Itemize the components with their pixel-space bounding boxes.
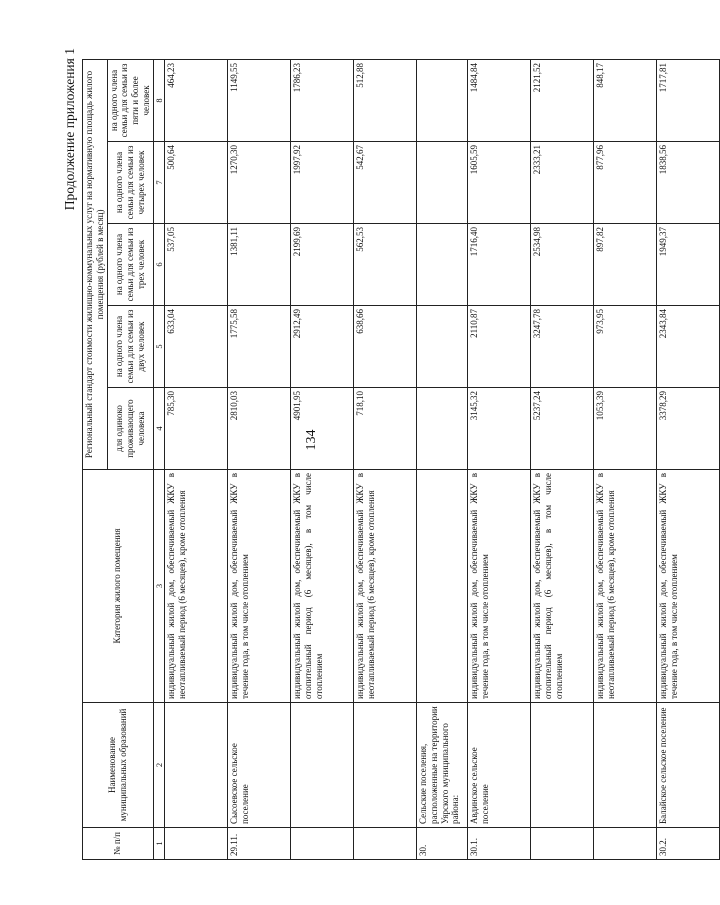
housing-category: индивидуальный жилой дом, обеспечиваемый ЖКУ в отопительный период (6 месяцев), в том числе отоплением <box>290 470 353 703</box>
row-number: 30.1. <box>467 828 530 860</box>
rate-value: 562,53 <box>353 224 416 306</box>
column-index: 2 <box>153 703 164 828</box>
column-index-row <box>153 59 164 859</box>
rate-value: 512,88 <box>353 59 416 141</box>
rate-value: 2121,52 <box>530 59 593 141</box>
rotated-page <box>60 40 679 860</box>
municipality-name: Балайское сельское поселение <box>656 703 719 828</box>
table-row <box>593 59 656 859</box>
header-sub-4: на одного члена семьи для семьи из четырех человек <box>107 142 153 224</box>
row-number: 30.2. <box>656 828 719 860</box>
rate-value: 2199,69 <box>290 224 353 306</box>
tariff-table <box>82 59 720 860</box>
table-row <box>353 59 416 859</box>
table-row <box>290 59 353 859</box>
rate-value: 1053,39 <box>593 388 656 470</box>
rate-value: 3145,32 <box>467 388 530 470</box>
rate-value: 638,66 <box>353 306 416 388</box>
rate-value: 5237,24 <box>530 388 593 470</box>
rate-value <box>416 142 467 224</box>
rate-value: 1149,55 <box>227 59 290 141</box>
header-sub-3: на одного члена семьи для семьи из трех человек <box>107 224 153 306</box>
row-number <box>164 828 227 860</box>
municipality-name <box>593 703 656 828</box>
header-sub-5: на одного члена семьи для семьи из пяти и более человек <box>107 59 153 141</box>
rate-value: 3247,78 <box>530 306 593 388</box>
rate-value: 500,64 <box>164 142 227 224</box>
row-number <box>353 828 416 860</box>
rate-value: 1786,23 <box>290 59 353 141</box>
row-number <box>530 828 593 860</box>
rate-value <box>416 59 467 141</box>
housing-category <box>416 470 467 703</box>
header-standard: Региональный стандарт стоимости жилищно-коммунальных услуг на нормативную площадь жилого помещения (рублей в месяц) <box>83 59 108 469</box>
municipality-name: Сысоевское сельское поселение <box>227 703 290 828</box>
rate-value: 2110,87 <box>467 306 530 388</box>
rate-value: 2912,49 <box>290 306 353 388</box>
municipality-name <box>164 703 227 828</box>
municipality-name: Сельские поселения, расположенные на территории Уярского муниципального района: <box>416 703 467 828</box>
rate-value: 1775,58 <box>227 306 290 388</box>
rate-value: 1997,92 <box>290 142 353 224</box>
housing-category: индивидуальный жилой дом, обеспечиваемый ЖКУ в неотапливаемый период (6 месяцев), кроме отопления <box>164 470 227 703</box>
rate-value: 537,05 <box>164 224 227 306</box>
table-row <box>530 59 593 859</box>
rate-value: 897,82 <box>593 224 656 306</box>
rate-value: 1484,84 <box>467 59 530 141</box>
table-row <box>416 59 467 859</box>
rate-value: 1949,37 <box>656 224 719 306</box>
rate-value: 633,04 <box>164 306 227 388</box>
row-number: 30. <box>416 828 467 860</box>
rate-value: 2810,03 <box>227 388 290 470</box>
table-body <box>164 59 719 859</box>
column-index: 4 <box>153 388 164 470</box>
row-number <box>290 828 353 860</box>
header-num: № п/п <box>83 828 154 860</box>
rate-value: 718,10 <box>353 388 416 470</box>
column-index: 5 <box>153 306 164 388</box>
table-row <box>656 59 719 859</box>
column-index: 8 <box>153 59 164 141</box>
page-number: 134 <box>304 429 319 451</box>
rate-value: 848,17 <box>593 59 656 141</box>
rate-value: 1270,30 <box>227 142 290 224</box>
housing-category: индивидуальный жилой дом, обеспечиваемый ЖКУ в отопительный период (6 месяцев), в том числе отоплением <box>530 470 593 703</box>
rate-value <box>416 388 467 470</box>
municipality-name <box>353 703 416 828</box>
appendix-title: Продолжение приложения 1 <box>62 48 77 211</box>
municipality-name <box>530 703 593 828</box>
header-sub-2: на одного члена семьи для семьи из двух человек <box>107 306 153 388</box>
table-row <box>227 59 290 859</box>
rate-value: 877,96 <box>593 142 656 224</box>
rate-value: 1381,11 <box>227 224 290 306</box>
rate-value: 3378,29 <box>656 388 719 470</box>
header-category: Категория жилого помещения <box>83 470 154 703</box>
row-number <box>593 828 656 860</box>
rate-value: 542,67 <box>353 142 416 224</box>
header-sub-1: для одиноко проживающего человека <box>107 388 153 470</box>
row-number: 29.11. <box>227 828 290 860</box>
housing-category: индивидуальный жилой дом, обеспечиваемый ЖКУ в течение года, в том числе отоплением <box>656 470 719 703</box>
rate-value: 2343,84 <box>656 306 719 388</box>
rate-value <box>416 224 467 306</box>
rate-value: 1838,56 <box>656 142 719 224</box>
rate-value: 973,95 <box>593 306 656 388</box>
municipality-name: Авдинское сельское поселение <box>467 703 530 828</box>
table-row <box>164 59 227 859</box>
rate-value: 464,23 <box>164 59 227 141</box>
rate-value <box>416 306 467 388</box>
column-index: 1 <box>153 828 164 860</box>
housing-category: индивидуальный жилой дом, обеспечиваемый ЖКУ в неотапливаемый период (6 месяцев), кроме отопления <box>353 470 416 703</box>
rate-value: 2534,98 <box>530 224 593 306</box>
column-index: 6 <box>153 224 164 306</box>
rate-value: 4901,95 <box>290 388 353 470</box>
column-index: 7 <box>153 142 164 224</box>
column-index: 3 <box>153 470 164 703</box>
rate-value: 1605,59 <box>467 142 530 224</box>
table-row <box>467 59 530 859</box>
rate-value: 1717,81 <box>656 59 719 141</box>
municipality-name <box>290 703 353 828</box>
housing-category: индивидуальный жилой дом, обеспечиваемый ЖКУ в неотапливаемый период (6 месяцев), кроме отопления <box>593 470 656 703</box>
housing-category: индивидуальный жилой дом, обеспечиваемый ЖКУ в течение года, в том числе отоплением <box>227 470 290 703</box>
rate-value: 1716,40 <box>467 224 530 306</box>
housing-category: индивидуальный жилой дом, обеспечиваемый ЖКУ в течение года, в том числе отоплением <box>467 470 530 703</box>
rate-value: 785,30 <box>164 388 227 470</box>
rate-value: 2333,21 <box>530 142 593 224</box>
header-municipality: Наименование муниципальных образований <box>83 703 154 828</box>
